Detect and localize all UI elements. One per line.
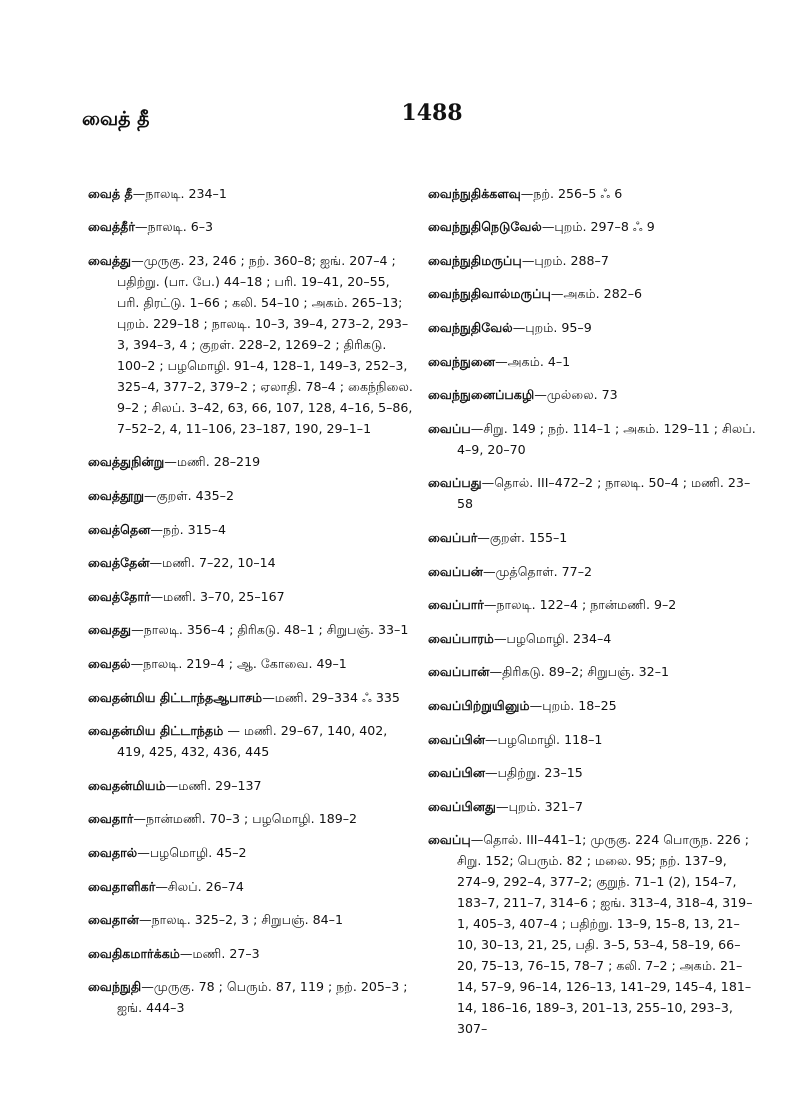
entry-headword: வைந்நுனை: [428, 353, 496, 369]
index-entry: [88, 687, 416, 708]
entry-headword: வைதாளிகர்: [88, 878, 156, 894]
index-entry: [88, 720, 416, 762]
entry-headword: வைதான்: [88, 912, 139, 928]
entry-references: —முருகு. 23, 246 ; நற். 360–8; ஐங். 207–4 ; பதிற்று. (பா. பே.) 44–18 ; பரி. 19–41, 20–55, பரி. திரட்டு. 1–66 ; கலி. 54–10 ; அகம். 265–13; புறம். 229–18 ; நாலடி. 10–3, 39–4, 273–2, 293–3, 394–3, 4 ; குறள். 228–2, 1269–2 ; திரிகடு. 100–2 ; பழமொழி. 91–4, 128–1, 149–3, 252–3, 325–4, 377–2, 379–2 ; ஏலாதி. 78–4 ; கைந்நிலை. 9–2 ; சிலப். 3–42, 63, 66, 107, 128, 4–16, 5–86, 7–52–2, 4, 11–106, 23–187, 190, 29–1–1: [117, 252, 413, 436]
entry-references: —மணி. 28–219: [164, 454, 261, 470]
entry-headword: வைத்தீர்: [88, 219, 135, 235]
index-entry: [428, 183, 758, 204]
entry-references: —புறம். 321–7: [495, 798, 583, 814]
entry-references: —அகம். 4–1: [495, 353, 571, 369]
entry-headword: வைதது: [88, 622, 132, 638]
entry-headword: வைந்நுனைப்பகழி: [428, 387, 535, 403]
entry-headword: வைந்நுதிக்களவு: [428, 185, 521, 201]
index-entry: [88, 586, 416, 607]
entry-references: —முருகு. 78 ; பெரும். 87, 119 ; நற். 205–3 ; ஐங். 444–3: [117, 979, 408, 1016]
entry-headword: வைப்பினது: [428, 798, 496, 814]
right-column: [428, 170, 758, 1050]
entry-references: —பழமொழி. 234–4: [493, 630, 612, 646]
index-entry: [88, 943, 416, 964]
index-entry: [88, 552, 416, 573]
entry-headword: வைப்பன்: [428, 563, 483, 579]
entry-headword: வைப்பின: [428, 765, 486, 781]
index-entry: [428, 216, 758, 237]
index-entry: [428, 628, 758, 649]
entry-headword: வைத்துநின்று: [88, 454, 165, 470]
index-entry: [428, 351, 758, 372]
entry-headword: வைப்பர்: [428, 529, 478, 545]
entry-headword: வைப்ப: [428, 420, 471, 436]
entry-headword: வைப்பிற்றுயினும்: [428, 697, 530, 713]
entry-references: —தொல். III–441–1; முருகு. 224 பொருந. 226 ; சிறு. 152; பெரும். 82 ; மலை. 95; நற். 137–9, 274–9, 292–4, 377–2; குறுந். 71–1 (2), 154–7, 183–7, 211–7, 314–6 ; ஐங். 313–4, 318–4, 319–1, 405–3, 407–4 ; பதிற்று. 13–9, 15–8, 13, 21–10, 30–13, 21, 25, பதி. 3–5, 53–4, 58–19, 66–20, 75–13, 76–15, 78–7 ; கலி. 7–2 ; அகம். 21–14, 57–9, 96–14, 126–13, 141–29, 145–4, 181–14, 186–16, 189–3, 201–13, 255–10, 293–3, 307–: [457, 832, 753, 1037]
entry-headword: வைந்நுதி: [88, 979, 142, 995]
entry-references: —நாலடி. 325–2, 3 ; சிறுபஞ். 84–1: [138, 912, 343, 928]
entry-references: —தொல். III–472–2 ; நாலடி. 50–4 ; மணி. 23–58: [457, 475, 751, 512]
entry-references: —முத்தொள். 77–2: [482, 563, 593, 579]
entry-references: —மணி. 27–3: [179, 945, 260, 961]
index-entry: [428, 561, 758, 582]
entry-references: —பழமொழி. 118–1: [485, 731, 603, 747]
entry-references: —திரிகடு. 89–2; சிறுபஞ். 32–1: [489, 664, 670, 680]
entry-headword: வைதார்: [88, 811, 134, 827]
entry-headword: வைப்பது: [428, 475, 482, 491]
entry-headword: வைத்தோர்: [88, 588, 151, 604]
index-entry: [88, 909, 416, 930]
entry-headword: வைப்பான்: [428, 664, 490, 680]
entry-references: —நாலடி. 122–4 ; நான்மணி. 9–2: [483, 597, 677, 613]
entry-headword: வைப்பாரம்: [428, 630, 494, 646]
entry-references: —பழமொழி. 45–2: [137, 844, 247, 860]
entry-references: —புறம். 297–8 ஃ 9: [541, 219, 655, 235]
entry-references: — மணி. 29–67, 140, 402, 419, 425, 432, 436, 445: [117, 723, 388, 760]
entry-headword: வைதிகமார்க்கம்: [88, 945, 180, 961]
index-entry: [428, 250, 758, 271]
index-entry: [88, 842, 416, 863]
index-entry: [88, 876, 416, 897]
index-entry: [88, 976, 416, 1018]
entry-headword: வைத்தென: [88, 521, 151, 537]
index-entry: [428, 283, 758, 304]
entry-headword: வைதன்மிய திட்டாந்தம்: [88, 723, 224, 739]
entry-references: —புறம். 95–9: [512, 319, 592, 335]
index-entry: [88, 619, 416, 640]
index-entry: [428, 527, 758, 548]
entry-references: —மணி. 3–70, 25–167: [150, 588, 285, 604]
index-entry: [428, 472, 758, 514]
entry-headword: வைந்நுதிவேல்: [428, 319, 513, 335]
entry-headword: வைத்து: [88, 252, 132, 268]
page-number: 1488: [401, 100, 463, 126]
entry-references: —புறம். 288–7: [521, 252, 609, 268]
entry-references: —பதிற்று. 23–15: [485, 765, 583, 781]
entry-headword: வைப்பார்: [428, 597, 484, 613]
entry-headword: வைத்தூறு: [88, 487, 144, 503]
entry-references: —மணி. 29–334 ஃ 335: [262, 689, 400, 705]
index-entry: [428, 594, 758, 615]
index-entry: [88, 775, 416, 796]
entry-headword: வைந்நுதிநெடுவேல்: [428, 219, 542, 235]
index-entry: [88, 485, 416, 506]
index-entry: [428, 829, 758, 1039]
entry-references: —குறள். 155–1: [477, 529, 568, 545]
entry-headword: வைதன்மிய திட்டாந்தஆபாசம்: [88, 689, 263, 705]
index-entry: [428, 695, 758, 716]
index-entry: [428, 418, 758, 460]
entry-references: —மணி. 29–137: [165, 777, 262, 793]
index-entry: [428, 796, 758, 817]
entry-references: —நாலடி. 6–3: [134, 219, 214, 235]
entry-references: —குறள். 435–2: [143, 487, 234, 503]
index-entry: [88, 183, 416, 204]
index-entry: [88, 519, 416, 540]
entry-headword: வைதல்: [88, 655, 131, 671]
index-entry: [428, 661, 758, 682]
entry-headword: வைப்பின்: [428, 731, 486, 747]
index-entry: [428, 317, 758, 338]
entry-headword: வைதால்: [88, 844, 138, 860]
entry-references: —நாலடி. 219–4 ; ஆ. கோவை. 49–1: [130, 655, 347, 671]
running-head: வைத் தீ: [82, 108, 150, 130]
index-entry: [88, 653, 416, 674]
entry-references: —சிறு. 149 ; நற். 114–1 ; அகம். 129–11 ; சிலப். 4–9, 20–70: [457, 420, 756, 457]
entry-references: —நான்மணி. 70–3 ; பழமொழி. 189–2: [133, 811, 358, 827]
index-entry: [88, 216, 416, 237]
index-entry: [428, 762, 758, 783]
left-column: [88, 170, 416, 1029]
entry-references: —சிலப். 26–74: [155, 878, 244, 894]
entry-references: —நாலடி. 356–4 ; திரிகடு. 48–1 ; சிறுபஞ். 33–1: [131, 622, 409, 638]
entry-references: —நாலடி. 234–1: [132, 185, 227, 201]
entry-references: —அகம். 282–6: [550, 286, 643, 302]
entry-headword: வைத் தீ: [88, 185, 133, 201]
entry-headword: வைப்பு: [428, 832, 471, 848]
entry-headword: வைத்தேன்: [88, 555, 150, 571]
entry-headword: வைந்நுதிவால்மருப்பு: [428, 286, 551, 302]
index-entry: [88, 250, 416, 439]
index-entry: [428, 384, 758, 405]
entry-headword: வைந்நுதிமருப்பு: [428, 252, 522, 268]
entry-references: —புறம். 18–25: [529, 697, 617, 713]
entry-references: —மணி. 7–22, 10–14: [149, 555, 276, 571]
entry-references: —நற். 256–5 ஃ 6: [520, 185, 623, 201]
entry-references: —முல்லை. 73: [534, 387, 618, 403]
entry-headword: வைதன்மியம்: [88, 777, 166, 793]
index-entry: [428, 729, 758, 750]
entry-references: —நற். 315–4: [150, 521, 227, 537]
index-entry: [88, 451, 416, 472]
index-entry: [88, 808, 416, 829]
page-header: [82, 100, 762, 148]
